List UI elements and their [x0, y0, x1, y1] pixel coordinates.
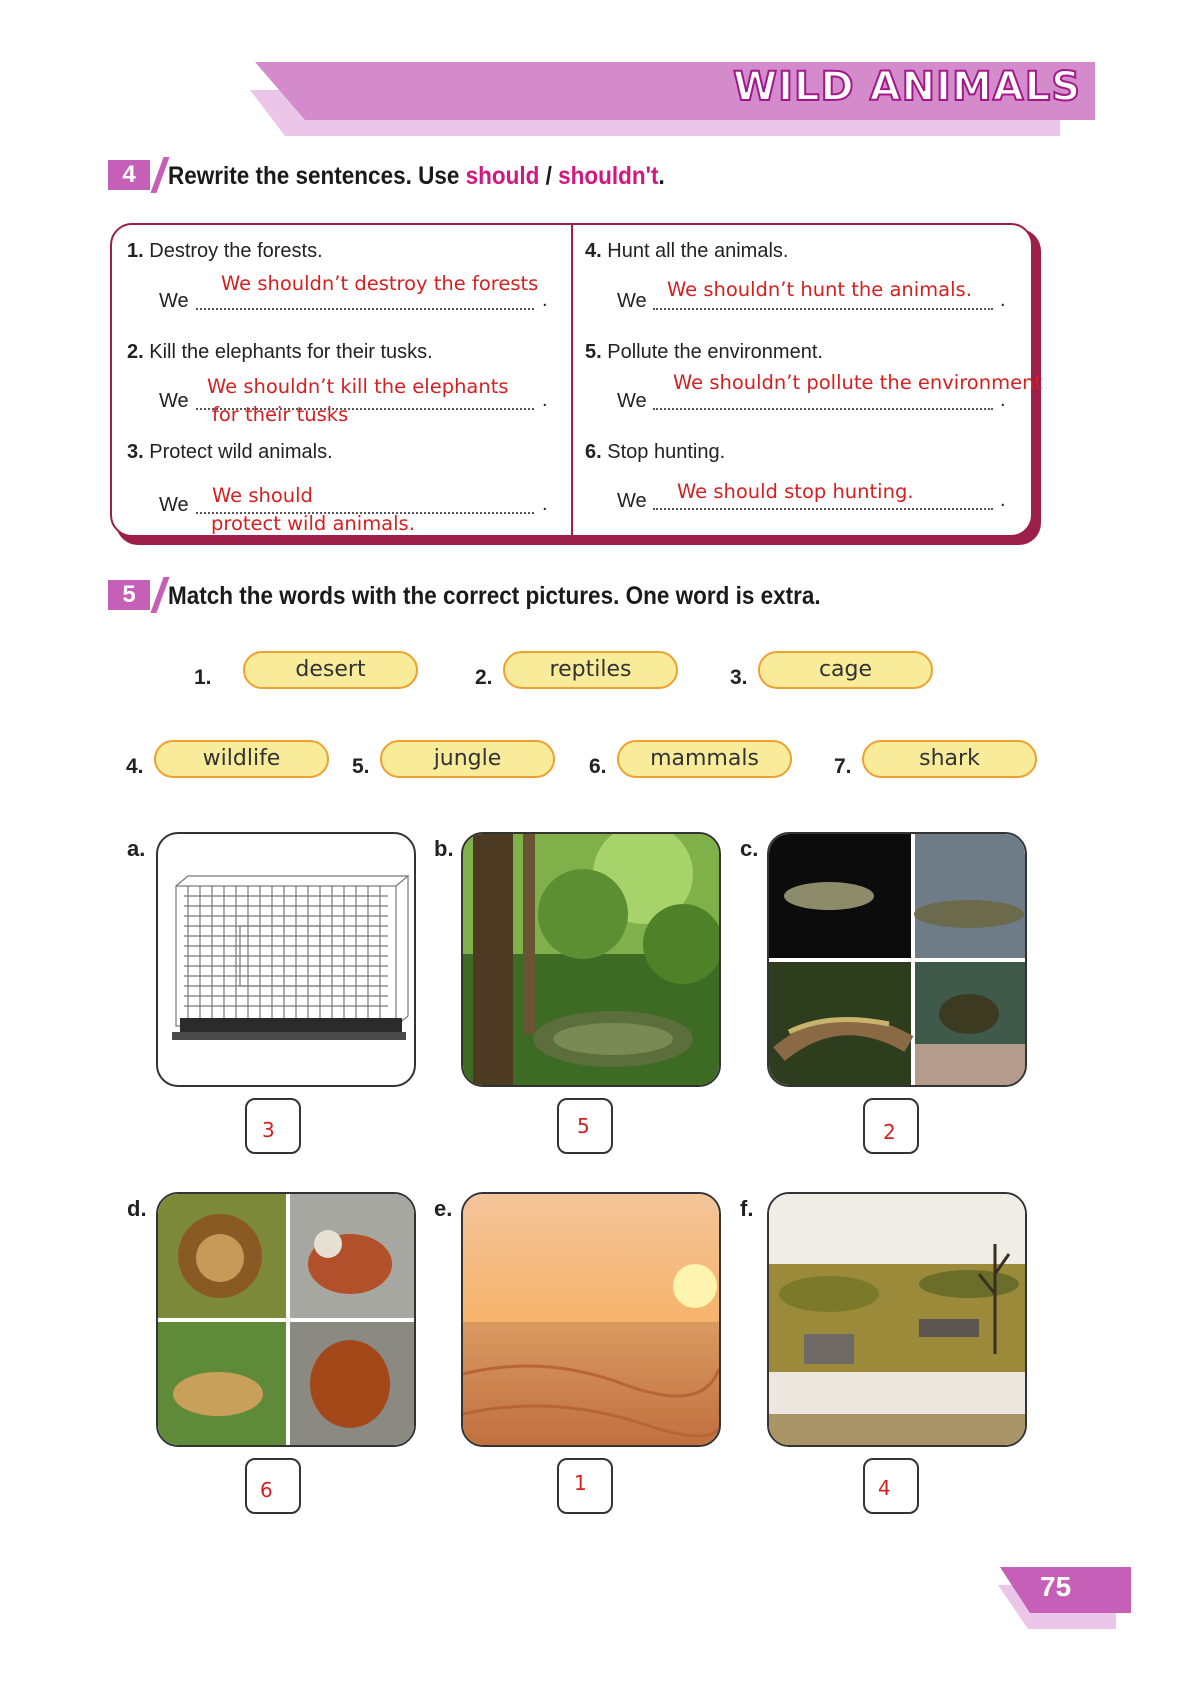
picture-jungle: [461, 832, 721, 1087]
picture-label-c: c.: [740, 836, 759, 861]
word-pill-cage: cage: [758, 651, 933, 689]
exercise-4-instruction: Rewrite the sentences. Use should / shouldn't.: [168, 162, 665, 190]
answer-value-a: 3: [262, 1118, 275, 1142]
word-pill-mammals: mammals: [617, 740, 792, 778]
line-end-dot-5: .: [1000, 389, 1006, 411]
answer-line-6: [653, 508, 993, 510]
exercise-4-number: 4: [108, 160, 150, 190]
we-label-5: We: [617, 390, 647, 412]
exercise-5-slash: [150, 577, 169, 613]
prompt-4: 4. Hunt all the animals.: [585, 240, 789, 262]
line-end-dot-4: .: [1000, 289, 1006, 311]
exercise-5-instruction: Match the words with the correct pictures. One word is extra.: [168, 582, 821, 610]
picture-mammals: [156, 1192, 416, 1447]
answer-value-b: 5: [577, 1114, 590, 1138]
answer-3-line2[interactable]: protect wild animals.: [211, 512, 415, 535]
answer-value-c: 2: [883, 1120, 896, 1144]
word-number-6: 6.: [589, 755, 607, 778]
exercise-4-slash: [150, 157, 169, 193]
answer-3-line1[interactable]: We should: [212, 484, 313, 507]
we-label-3: We: [159, 494, 189, 516]
page-number: 75: [1040, 1571, 1072, 1602]
answer-box-f[interactable]: [863, 1458, 919, 1514]
answer-5[interactable]: We shouldn’t pollute the environment: [673, 371, 1043, 394]
answer-line-1: [196, 308, 534, 310]
unit-title: WILD ANIMALS: [733, 64, 1081, 110]
we-label-2: We: [159, 390, 189, 412]
word-number-3: 3.: [730, 666, 748, 689]
word-number-2: 2.: [475, 666, 493, 689]
prompt-6: 6. Stop hunting.: [585, 441, 726, 463]
word-pill-reptiles: reptiles: [503, 651, 678, 689]
prompt-5: 5. Pollute the environment.: [585, 341, 823, 363]
answer-line-4: [653, 308, 993, 310]
word-pill-shark: shark: [862, 740, 1037, 778]
answer-4[interactable]: We shouldn’t hunt the animals.: [667, 278, 972, 301]
prompt-2: 2. Kill the elephants for their tusks.: [127, 341, 433, 363]
word-pill-wildlife: wildlife: [154, 740, 329, 778]
we-label-1: We: [159, 290, 189, 312]
picture-label-f: f.: [740, 1196, 754, 1221]
word-pill-jungle: jungle: [380, 740, 555, 778]
picture-label-e: e.: [434, 1196, 453, 1221]
word-number-7: 7.: [834, 755, 852, 778]
line-end-dot-1: .: [542, 289, 548, 311]
word-number-1: 1.: [194, 666, 212, 689]
picture-label-b: b.: [434, 836, 454, 861]
answer-2-line1[interactable]: We shouldn’t kill the elephants: [207, 375, 509, 398]
picture-label-a: a.: [127, 836, 146, 861]
answer-box-d[interactable]: [245, 1458, 301, 1514]
answer-value-d: 6: [260, 1478, 273, 1502]
answer-2-line2[interactable]: for their tusks: [212, 403, 349, 426]
answer-6[interactable]: We should stop hunting.: [677, 480, 914, 503]
prompt-1: 1. Destroy the forests.: [127, 240, 323, 262]
line-end-dot-3: .: [542, 493, 548, 515]
picture-cage: [156, 832, 416, 1087]
exercise-5-number: 5: [108, 580, 150, 610]
line-end-dot-6: .: [1000, 489, 1006, 511]
word-number-5: 5.: [352, 755, 370, 778]
picture-desert: [461, 1192, 721, 1447]
picture-reptiles: [767, 832, 1027, 1087]
picture-label-d: d.: [127, 1196, 147, 1221]
word-number-4: 4.: [126, 755, 144, 778]
line-end-dot-2: .: [542, 389, 548, 411]
answer-line-5: [653, 408, 993, 410]
we-label-4: We: [617, 290, 647, 312]
answer-value-e: 1: [574, 1471, 587, 1495]
picture-wildlife: [767, 1192, 1027, 1447]
word-pill-desert: desert: [243, 651, 418, 689]
answer-value-f: 4: [878, 1476, 891, 1500]
we-label-6: We: [617, 490, 647, 512]
prompt-3: 3. Protect wild animals.: [127, 441, 333, 463]
exercise-4-divider: [571, 224, 573, 536]
answer-1[interactable]: We shouldn’t destroy the forests: [221, 272, 539, 295]
